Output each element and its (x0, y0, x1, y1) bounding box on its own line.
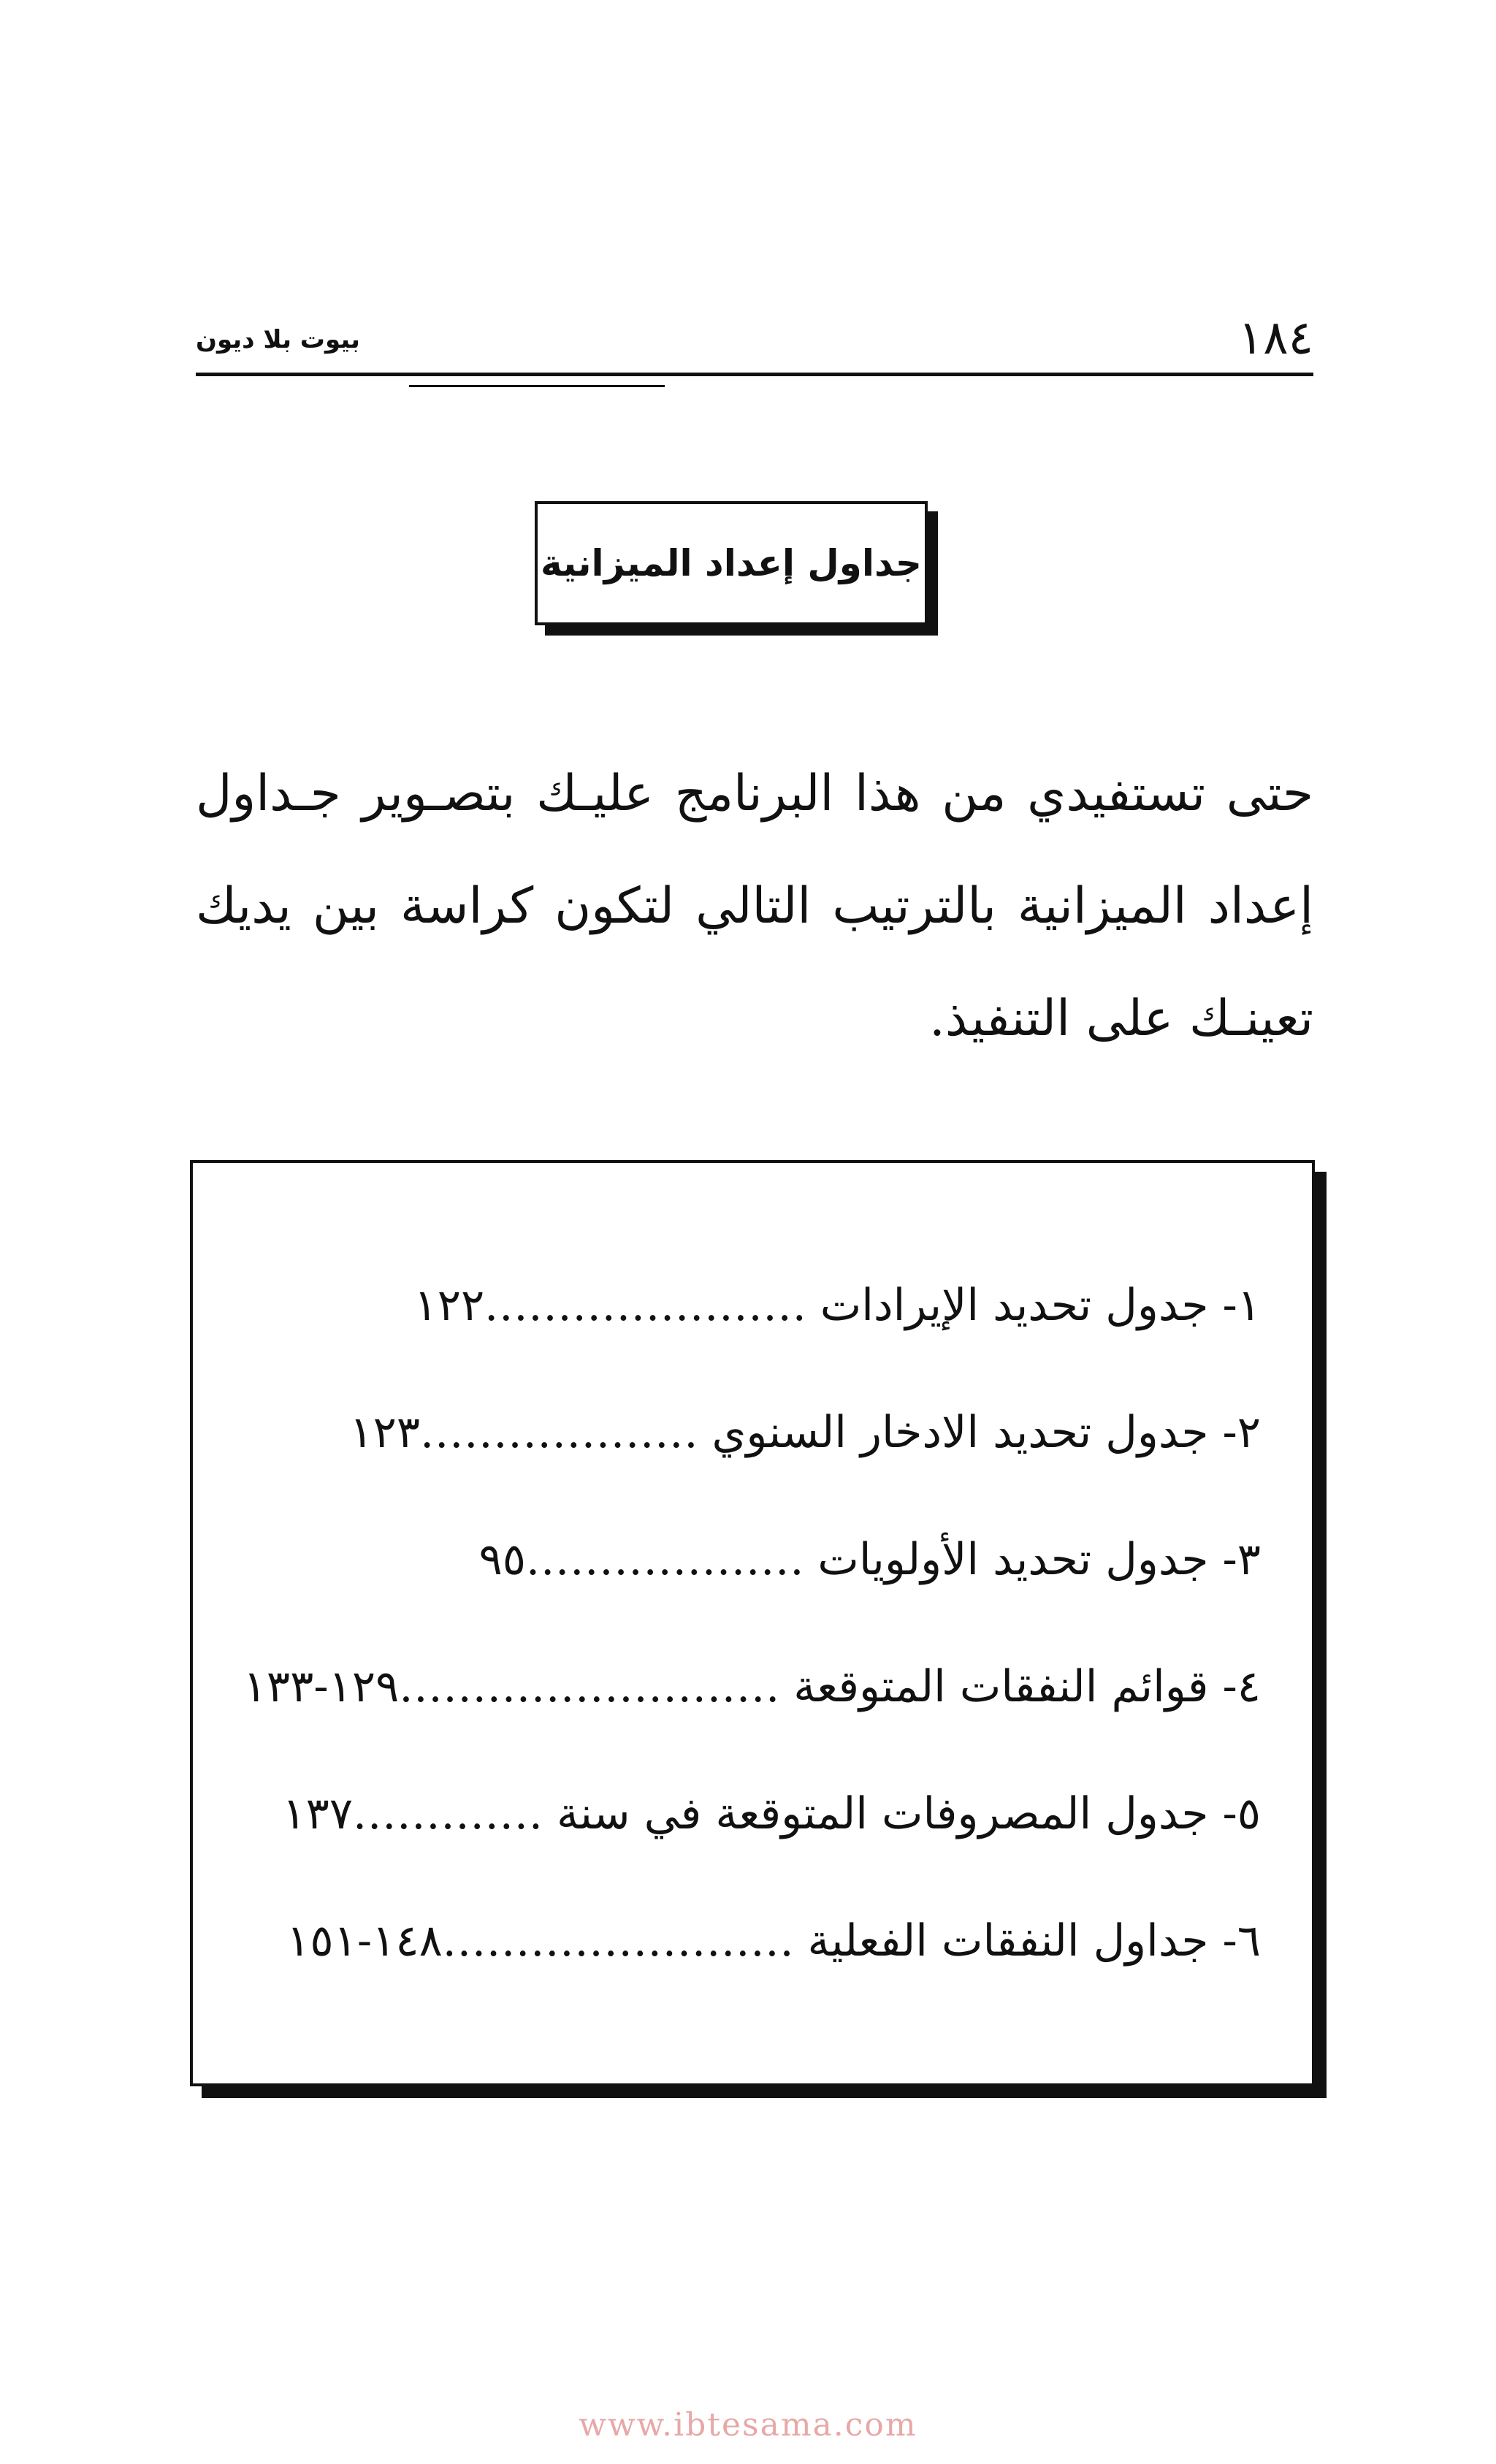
contents-box (190, 1160, 1315, 2086)
intro-paragraph: حتى تستفيدي من هذا البرنامج عليـك بتصـوير جـداول إعداد الميزانية بالترتيب التالي لتكون كراسة بين يديك تعينـك على التنفيذ. (196, 765, 1313, 1048)
contents-item-label: ٥- جدول المصروفات المتوقعة في سنة (557, 1788, 1261, 1839)
section-title-box (535, 501, 928, 625)
contents-item-page: ١٢٢ (413, 1280, 485, 1331)
contents-list (215, 1242, 1261, 2005)
contents-item (215, 1623, 1261, 1750)
contents-item-leader: ...................... (484, 1280, 807, 1331)
contents-item-label: ٤- قوائم النفقات المتوقعة (793, 1661, 1261, 1712)
contents-item-label: ٦- جداول النفقات الفعلية (807, 1915, 1261, 1967)
contents-item-page: ١٢٩-١٣٣ (243, 1661, 400, 1712)
header-rule-secondary (409, 385, 665, 387)
site-watermark: www.ibtesama.com (579, 2406, 917, 2444)
contents-item-leader: ............. (353, 1788, 543, 1839)
contents-item-leader: ................... (526, 1534, 805, 1585)
contents-item-label: ٣- جدول تحديد الأولويات (817, 1534, 1261, 1585)
contents-item (215, 1877, 1261, 2005)
contents-item (215, 1242, 1261, 1369)
contents-item (215, 1496, 1261, 1623)
contents-item-label: ٢- جدول تحديد الادخار السنوي (711, 1407, 1261, 1458)
contents-item-leader: .......................... (399, 1661, 781, 1712)
section-title: جداول إعداد الميزانية (541, 542, 922, 584)
contents-item-page: ١٢٣ (349, 1407, 421, 1458)
contents-item (215, 1369, 1261, 1496)
running-book-title: بيوت بلا ديون (196, 325, 360, 354)
contents-item-leader: ........................ (442, 1915, 795, 1967)
contents-item (215, 1750, 1261, 1877)
contents-item-label: ١- جدول تحديد الإيرادات (820, 1280, 1261, 1331)
contents-item-page: ١٣٧ (282, 1788, 354, 1839)
contents-item-page: ١٤٨-١٥١ (286, 1915, 443, 1967)
header-rule (196, 373, 1313, 376)
contents-item-page: ٩٥ (478, 1534, 527, 1585)
contents-item-leader: ................... (420, 1407, 699, 1458)
page-number: ١٨٤ (1237, 311, 1313, 365)
